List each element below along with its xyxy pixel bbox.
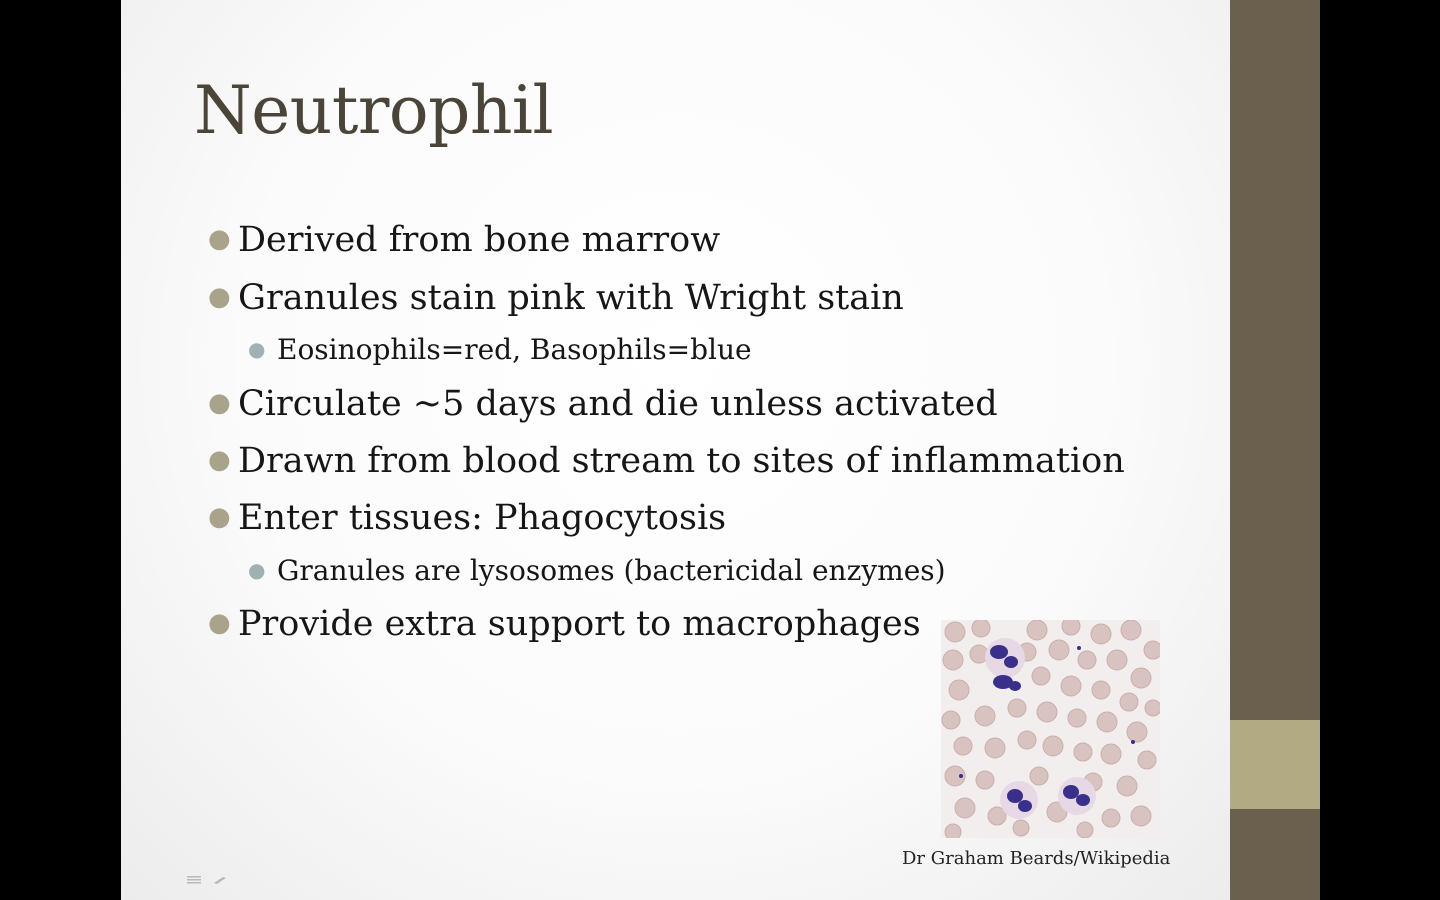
- bullet-text: Eosinophils=red, Basophils=blue: [277, 333, 752, 366]
- menu-icon[interactable]: [187, 876, 201, 884]
- bullet-dot-icon: ●: [208, 445, 231, 475]
- bullet-text: Enter tissues: Phagocytosis: [238, 498, 727, 538]
- bullet-text: Provide extra support to macrophages: [238, 604, 921, 644]
- sub-bullet-item: [248, 554, 946, 587]
- bullet-item: [208, 384, 998, 424]
- bullet-text: Drawn from blood stream to sites of inflammation: [238, 441, 1125, 481]
- bullet-text: Granules stain pink with Wright stain: [238, 278, 904, 318]
- blood-smear-photo: [941, 620, 1160, 838]
- pen-icon[interactable]: [213, 876, 227, 884]
- blood-smear-image: [941, 620, 1160, 838]
- image-caption: Dr Graham Beards/Wikipedia: [902, 848, 1171, 869]
- bullet-text: Derived from bone marrow: [238, 220, 721, 260]
- bullet-item: [208, 604, 921, 644]
- bullet-dot-icon: ●: [248, 558, 266, 582]
- bullet-dot-icon: ●: [208, 224, 231, 254]
- bullet-dot-icon: ●: [248, 337, 266, 361]
- bullet-item: [208, 441, 1125, 481]
- bullet-dot-icon: ●: [208, 282, 231, 312]
- bullet-dot-icon: ●: [208, 608, 231, 638]
- bullet-item: [208, 278, 904, 318]
- bullet-text: Granules are lysosomes (bactericidal enzymes): [277, 554, 946, 587]
- bullet-item: [208, 498, 727, 538]
- slide-title: Neutrophil: [194, 72, 554, 149]
- bullet-dot-icon: ●: [208, 502, 231, 532]
- slide: [121, 0, 1230, 900]
- bullet-text: Circulate ~5 days and die unless activated: [238, 384, 998, 424]
- bullet-item: [208, 220, 721, 260]
- bullet-dot-icon: ●: [208, 388, 231, 418]
- theme-sidebar-accent: [1230, 720, 1320, 809]
- sub-bullet-item: [248, 333, 752, 366]
